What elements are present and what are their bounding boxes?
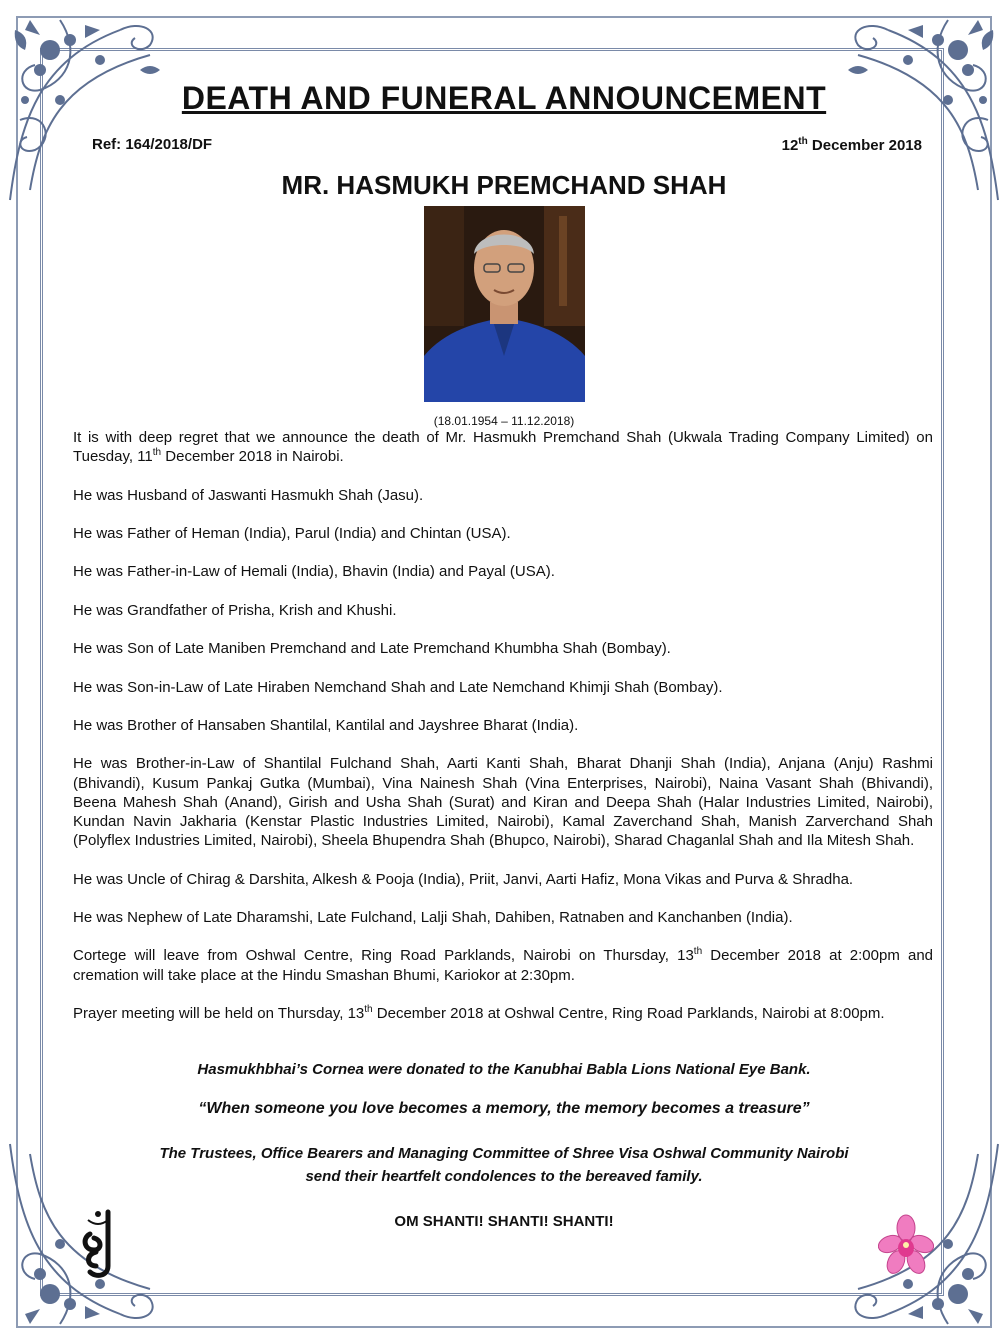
father-in-law-paragraph: He was Father-in-Law of Hemali (India), Bhavin (India) and Payal (USA).: [73, 563, 555, 581]
date-suffix: th: [798, 136, 808, 147]
prayer-sup: th: [364, 1003, 373, 1015]
om-shanti: OM SHANTI! SHANTI! SHANTI!: [394, 1213, 614, 1230]
jain-om-icon: [80, 1204, 120, 1282]
orchid-icon: [878, 1214, 934, 1278]
husband-paragraph: He was Husband of Jaswanti Hasmukh Shah (Jasu).: [73, 486, 424, 504]
father-paragraph: He was Father of Heman (India), Parul (India) and Chintan (USA).: [73, 524, 511, 542]
page-title: DEATH AND FUNERAL ANNOUNCEMENT: [181, 80, 827, 116]
condolence-message: [0, 1142, 1008, 1188]
date-rest: December 2018: [807, 137, 922, 154]
nephew-paragraph: He was Nephew of Late Dharamshi, Late Fulchand, Lalji Shah, Dahiben, Ratnaben and Kanchanben (India).: [73, 908, 793, 926]
announcement-date: [782, 136, 922, 154]
uncle-paragraph: He was Uncle of Chirag & Darshita, Alkesh & Pooja (India), Priit, Janvi, Aarti Hafiz, Mona Vikas and Purva & Shradha.: [73, 870, 854, 888]
life-dates: (18.01.1954 – 11.12.2018): [433, 414, 575, 428]
prayer-text-a: Prayer meeting will be held on Thursday, 13: [73, 1004, 365, 1022]
cortege-text-b: December 2018 at 2:00pm and cremation will take place at the Hindu Smashan Bhumi, Kariokor at 2:30pm.: [73, 947, 934, 984]
portrait-photo: [424, 206, 585, 402]
grandfather-paragraph: He was Grandfather of Prisha, Krish and Khushi.: [73, 601, 397, 619]
intro-text-a: It is with deep regret that we announce the death of Mr. Hasmukh Premchand Shah (Ukwala Trading Company Limited) on Tuesday, 11: [73, 429, 933, 466]
prayer-paragraph: [73, 1004, 933, 1023]
condolence-line-1: The Trustees, Office Bearers and Managing Committee of Shree Visa Oshwal Community Nairobi: [159, 1145, 849, 1162]
memorial-quote: “When someone you love becomes a memory, the memory becomes a treasure”: [198, 1100, 810, 1117]
announcement-body: [73, 428, 933, 1023]
cornea-donation-note: Hasmukhbhai’s Cornea were donated to the Kanubhai Babla Lions National Eye Bank.: [197, 1061, 811, 1078]
brother-paragraph: He was Brother of Hansaben Shantilal, Kantilal and Jayshree Bharat (India).: [73, 716, 579, 734]
intro-sup: th: [152, 447, 162, 459]
reference-number: Ref: 164/2018/DF: [92, 136, 213, 153]
cortege-sup: th: [693, 946, 703, 958]
intro-text-b: December 2018 in Nairobi.: [161, 448, 344, 466]
son-paragraph: He was Son of Late Maniben Premchand and Late Premchand Khumbha Shah (Bombay).: [73, 640, 671, 658]
intro-paragraph: [73, 428, 933, 466]
cortege-paragraph: [73, 946, 933, 984]
date-day: 12: [781, 137, 799, 154]
son-in-law-paragraph: He was Son-in-Law of Late Hiraben Nemchand Shah and Late Nemchand Khimji Shah (Bombay).: [73, 678, 723, 696]
deceased-name: MR. HASMUKH PREMCHAND SHAH: [281, 170, 727, 200]
cortege-text-a: Cortege will leave from Oshwal Centre, Ring Road Parklands, Nairobi on Thursday, 13: [73, 947, 694, 965]
brother-in-law-paragraph: He was Brother-in-Law of Shantilal Fulchand Shah, Aarti Kanti Shah, Bharat Dhanji Shah (India), Anjana (Anju) Rashmi (Bhivandi), Kusum Pankaj Gutka (Mumbai), Vina Nainesh Shah (Vina Enterprises, Nairobi), Naina Vasant Shah (Bhivandi), Beena Mahesh Shah (Anand), Girish and Usha Shah (Surat) and Kiran and Deepa Shah (Halar Industries Limited, Nairobi), Kundan Navin Jakharia (Kenstar Plastic Industries Limited, Nairobi), Kamal Zaverchand Shah, Manish Zarverchand Shah (Polyflex Industries Limited, Nairobi), Sheela Bhupendra Shah (Bhupco, Nairobi), Sharad Chaganlal Shah and Ila Mitesh Shah.: [73, 755, 933, 850]
prayer-text-b: December 2018 at Oshwal Centre, Ring Road Parklands, Nairobi at 8:00pm.: [372, 1004, 885, 1022]
condolence-line-2: send their heartfelt condolences to the bereaved family.: [305, 1168, 703, 1185]
